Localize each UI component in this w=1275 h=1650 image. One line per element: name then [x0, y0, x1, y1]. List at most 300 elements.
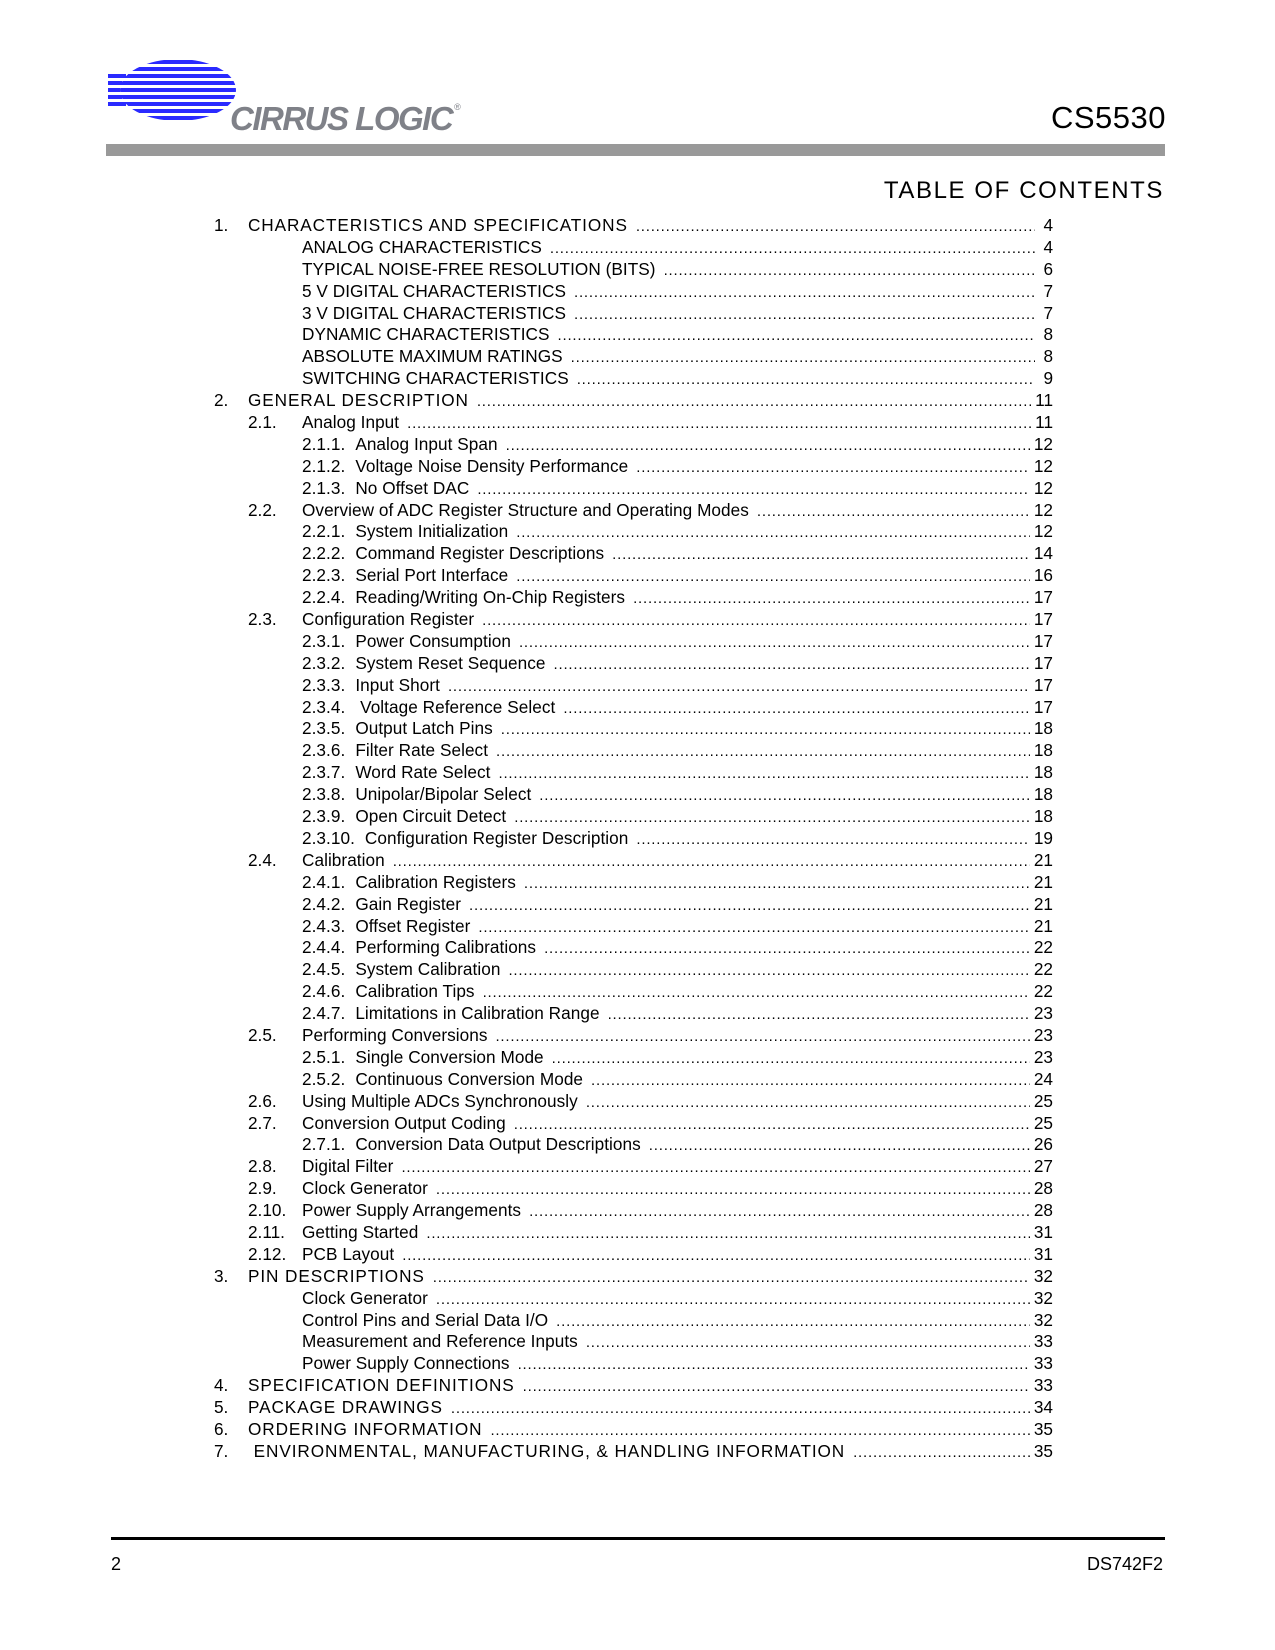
toc-entry-page: 17	[1033, 630, 1053, 651]
toc-entry[interactable]	[0, 1375, 1275, 1397]
dot-leader	[519, 632, 1030, 654]
dot-leader	[451, 1398, 1030, 1420]
part-number: CS5530	[1050, 100, 1166, 135]
toc-entry-title-text: Conversion Data Output Descriptions	[355, 1134, 641, 1155]
toc-entry-number: 2.3.9.	[302, 806, 346, 827]
toc-entry-title	[302, 1025, 487, 1047]
toc-entry-page: 12	[1033, 433, 1053, 454]
toc-entry-title	[302, 697, 555, 719]
toc-entry-page: 32	[1033, 1265, 1053, 1286]
toc-entry-title-text: Analog Input	[302, 412, 400, 433]
toc-entry-title	[302, 631, 511, 653]
toc-entry-title-text: System Calibration	[355, 959, 501, 980]
dot-leader	[496, 741, 1030, 763]
toc-entry-title	[302, 653, 546, 675]
toc-entry-title	[302, 718, 493, 740]
toc-entry-title-text: Filter Rate Select	[355, 740, 489, 761]
toc-entry-page: 4	[1043, 215, 1053, 235]
toc-entry[interactable]	[0, 1331, 1275, 1353]
toc-entry[interactable]	[0, 1134, 1275, 1156]
dot-leader	[664, 260, 1035, 282]
toc-entry-title	[302, 1134, 641, 1156]
toc-entry-title-text: Digital Filter	[302, 1156, 394, 1177]
toc-entry[interactable]	[0, 872, 1275, 894]
toc-entry[interactable]	[0, 259, 1275, 281]
toc-entry-number: 2.4.2.	[302, 893, 346, 914]
toc-entry-page: 21	[1033, 893, 1053, 914]
toc-entry[interactable]	[0, 653, 1275, 675]
toc-entry-page: 11	[1035, 390, 1053, 411]
dot-leader	[554, 654, 1030, 676]
toc-entry-page: 17	[1033, 674, 1053, 695]
toc-entry[interactable]	[0, 1397, 1275, 1419]
toc-entry-title-text: Getting Started	[302, 1221, 419, 1242]
toc-entry-number: 2.8.	[248, 1156, 277, 1177]
toc-entry-page: 6	[1043, 258, 1053, 279]
toc-entry-page: 32	[1033, 1309, 1053, 1330]
toc-entry-title	[302, 959, 500, 981]
toc-entry-title-text: Calibration Tips	[355, 981, 475, 1002]
toc-entry-number: 1.	[214, 215, 229, 235]
toc-entry-number: 2.5.2.	[302, 1068, 346, 1089]
toc-entry[interactable]	[0, 1178, 1275, 1200]
toc-entry-number: 2.1.	[248, 412, 277, 433]
toc-entry-page: 26	[1033, 1134, 1053, 1155]
dot-leader	[477, 391, 1031, 413]
toc-entry-page: 21	[1033, 871, 1053, 892]
toc-entry-number: 2.4.4.	[302, 937, 346, 958]
toc-entry-page: 27	[1033, 1156, 1053, 1177]
toc-entry-number: 2.4.3.	[302, 915, 346, 936]
toc-entry-title-text: ANALOG CHARACTERISTICS	[302, 236, 542, 257]
dot-leader	[608, 1004, 1030, 1026]
toc-entry-title-text: PACKAGE DRAWINGS	[248, 1397, 443, 1418]
dot-leader	[636, 829, 1029, 851]
toc-entry-title	[302, 981, 475, 1003]
toc-entry-title	[302, 303, 566, 325]
toc-entry[interactable]	[0, 850, 1275, 872]
toc-entry-title-text: ORDERING INFORMATION	[248, 1418, 483, 1439]
toc-entry-number: 2.5.1.	[302, 1046, 346, 1067]
toc-entry-title	[302, 543, 604, 565]
toc-entry-page: 33	[1033, 1353, 1053, 1374]
toc-entry[interactable]	[0, 390, 1275, 412]
toc-entry-page: 34	[1033, 1397, 1053, 1418]
toc-entry[interactable]	[0, 281, 1275, 303]
toc-entry-number: 2.7.1.	[302, 1134, 346, 1155]
toc-entry-page: 35	[1033, 1418, 1053, 1439]
table-of-contents	[0, 215, 1275, 1463]
dot-leader	[516, 522, 1030, 544]
toc-entry-number: 2.	[214, 390, 229, 411]
toc-entry-number: 6.	[214, 1418, 229, 1439]
toc-entry-page: 17	[1033, 587, 1053, 608]
toc-entry-title	[302, 1091, 578, 1113]
toc-entry-page: 18	[1033, 740, 1053, 761]
toc-entry-title	[302, 1047, 544, 1069]
toc-entry[interactable]	[0, 675, 1275, 697]
toc-entry-title	[302, 1288, 428, 1310]
toc-entry-title	[302, 916, 470, 938]
toc-entry-page: 23	[1033, 1003, 1053, 1024]
toc-entry-page: 31	[1033, 1243, 1053, 1264]
toc-entry[interactable]	[0, 434, 1275, 456]
toc-entry-page: 7	[1043, 302, 1053, 323]
toc-entry[interactable]	[0, 1025, 1275, 1047]
toc-entry[interactable]	[0, 1266, 1275, 1288]
toc-entry[interactable]	[0, 1003, 1275, 1025]
footer-doc-id: DS742F2	[1086, 1554, 1163, 1574]
toc-entry-page: 23	[1033, 1046, 1053, 1067]
toc-entry-number: 2.2.1.	[302, 521, 346, 542]
toc-entry-title	[302, 1310, 548, 1332]
toc-entry-page: 33	[1033, 1375, 1053, 1396]
toc-entry-title-text: Power Supply Arrangements	[302, 1200, 522, 1221]
toc-entry-title-text: Unipolar/Bipolar Select	[355, 784, 532, 805]
toc-entry-title-text: Serial Port Interface	[355, 565, 509, 586]
toc-entry-title	[302, 937, 536, 959]
toc-entry-number: 2.3.3.	[302, 674, 346, 695]
toc-entry-title-text: System Reset Sequence	[355, 652, 546, 673]
dot-leader	[563, 698, 1030, 720]
dot-leader	[633, 588, 1030, 610]
toc-entry-number: 2.9.	[248, 1178, 277, 1199]
toc-entry-title	[248, 215, 628, 237]
toc-entry-title	[302, 1331, 578, 1353]
toc-entry[interactable]	[0, 1353, 1275, 1375]
toc-entry-title-text: SWITCHING CHARACTERISTICS	[302, 368, 569, 389]
dot-leader	[490, 1420, 1029, 1442]
toc-entry[interactable]	[0, 521, 1275, 543]
toc-entry-page: 18	[1033, 806, 1053, 827]
toc-entry-page: 18	[1033, 762, 1053, 783]
toc-entry-number: 2.4.1.	[302, 871, 346, 892]
toc-entry[interactable]	[0, 762, 1275, 784]
toc-entry-page: 28	[1033, 1200, 1053, 1221]
toc-entry[interactable]	[0, 718, 1275, 740]
dot-leader	[591, 1070, 1030, 1092]
toc-entry-number: 2.4.6.	[302, 981, 346, 1002]
toc-entry-title-text: No Offset DAC	[355, 477, 470, 498]
toc-entry-page: 12	[1033, 499, 1053, 520]
toc-entry[interactable]	[0, 609, 1275, 631]
toc-entry-page: 22	[1033, 959, 1053, 980]
toc-entry-title	[248, 1397, 443, 1419]
dot-leader	[401, 1157, 1029, 1179]
toc-entry-page: 22	[1033, 937, 1053, 958]
dot-leader	[552, 1048, 1030, 1070]
toc-entry[interactable]	[0, 368, 1275, 390]
toc-entry-number: 4.	[214, 1375, 229, 1396]
toc-entry-page: 31	[1033, 1221, 1053, 1242]
toc-entry-title-text: Configuration Register Description	[364, 827, 629, 848]
toc-entry-page: 18	[1033, 718, 1053, 739]
toc-entry-title-text: Analog Input Span	[355, 433, 498, 454]
toc-entry-page: 4	[1043, 236, 1053, 257]
toc-entry-number: 2.1.3.	[302, 477, 346, 498]
toc-entry[interactable]	[0, 346, 1275, 368]
dot-leader	[518, 1354, 1030, 1376]
toc-entry-title-text: Calibration Registers	[355, 871, 516, 892]
toc-entry-title	[302, 324, 550, 346]
dot-leader	[636, 216, 1035, 238]
toc-entry[interactable]	[0, 1441, 1275, 1463]
toc-entry-title-text: Clock Generator	[302, 1178, 428, 1199]
dot-leader	[508, 960, 1029, 982]
toc-entry-number: 2.3.1.	[302, 630, 346, 651]
dot-leader	[524, 873, 1030, 895]
toc-entry[interactable]	[0, 1113, 1275, 1135]
toc-entry-page: 32	[1033, 1287, 1053, 1308]
dot-leader	[529, 1201, 1030, 1223]
toc-entry-number: 2.4.5.	[302, 959, 346, 980]
toc-entry[interactable]	[0, 1310, 1275, 1332]
dot-leader	[574, 304, 1035, 326]
dot-leader	[556, 1311, 1030, 1333]
dot-leader	[577, 369, 1035, 391]
toc-entry-number: 2.1.2.	[302, 455, 346, 476]
toc-entry[interactable]	[0, 894, 1275, 916]
toc-entry-title	[302, 259, 656, 281]
dot-leader	[757, 501, 1030, 523]
toc-entry-title	[302, 894, 461, 916]
toc-entry-number: 2.11.	[248, 1221, 285, 1242]
toc-entry-title-text: 3 V DIGITAL CHARACTERISTICS	[302, 302, 566, 323]
dot-leader	[478, 917, 1030, 939]
toc-entry-title	[302, 1200, 521, 1222]
toc-entry-title-text: GENERAL DESCRIPTION	[248, 390, 469, 411]
toc-entry-number: 2.4.	[248, 849, 277, 870]
toc-entry-page: 11	[1035, 412, 1053, 433]
dot-leader	[506, 435, 1030, 457]
toc-entry-title-text: Voltage Reference Select	[355, 696, 556, 717]
toc-entry-title	[302, 565, 508, 587]
toc-entry-number: 2.2.4.	[302, 587, 346, 608]
toc-entry-page: 25	[1033, 1090, 1053, 1111]
toc-entry[interactable]	[0, 324, 1275, 346]
toc-entry-number: 2.2.	[248, 499, 277, 520]
toc-entry[interactable]	[0, 806, 1275, 828]
toc-entry[interactable]	[0, 500, 1275, 522]
toc-entry[interactable]	[0, 215, 1275, 237]
toc-entry-number: 5.	[214, 1397, 229, 1418]
toc-entry[interactable]	[0, 456, 1275, 478]
toc-entry[interactable]	[0, 237, 1275, 259]
toc-entry[interactable]	[0, 412, 1275, 434]
toc-entry-page: 16	[1033, 565, 1053, 586]
toc-entry-number: 2.3.6.	[302, 740, 346, 761]
header-divider	[106, 144, 1165, 156]
toc-entry-number: 7.	[214, 1440, 229, 1461]
toc-entry-title-text: Using Multiple ADCs Synchronously	[302, 1090, 578, 1111]
toc-entry-title	[302, 1178, 428, 1200]
toc-entry[interactable]	[0, 1419, 1275, 1441]
toc-entry-title-text: Calibration	[302, 849, 385, 870]
toc-entry[interactable]	[0, 1244, 1275, 1266]
toc-entry[interactable]	[0, 916, 1275, 938]
dot-leader	[539, 785, 1030, 807]
dot-leader	[586, 1332, 1030, 1354]
dot-leader	[523, 1376, 1030, 1398]
toc-entry-page: 17	[1033, 652, 1053, 673]
toc-entry-page: 24	[1033, 1068, 1053, 1089]
dot-leader	[426, 1223, 1030, 1245]
toc-entry-title-text: Measurement and Reference Inputs	[302, 1331, 578, 1352]
toc-entry[interactable]	[0, 1288, 1275, 1310]
toc-entry[interactable]	[0, 303, 1275, 325]
toc-entry-title	[302, 740, 488, 762]
toc-entry-title	[302, 478, 469, 500]
toc-entry[interactable]	[0, 1069, 1275, 1091]
toc-entry-title	[302, 587, 625, 609]
dot-leader	[499, 763, 1030, 785]
toc-entry-title-text: Limitations in Calibration Range	[355, 1003, 600, 1024]
toc-entry-number: 2.10.	[248, 1200, 287, 1221]
toc-entry[interactable]	[0, 828, 1275, 850]
toc-entry-number: 2.12.	[248, 1243, 287, 1264]
toc-entry-title	[302, 281, 566, 303]
dot-leader	[514, 807, 1030, 829]
toc-entry-page: 25	[1033, 1112, 1053, 1133]
dot-leader	[495, 1026, 1029, 1048]
toc-entry-title	[248, 1375, 515, 1397]
cirrus-logic-logo	[108, 58, 460, 137]
toc-entry-title-text: Command Register Descriptions	[355, 543, 605, 564]
toc-entry[interactable]	[0, 981, 1275, 1003]
toc-entry[interactable]	[0, 1156, 1275, 1178]
toc-entry-title	[302, 1003, 600, 1025]
toc-entry[interactable]	[0, 543, 1275, 565]
toc-entry-page: 21	[1033, 849, 1053, 870]
toc-entry[interactable]	[0, 937, 1275, 959]
toc-entry-title	[302, 1069, 583, 1091]
toc-entry-page: 12	[1033, 455, 1053, 476]
dot-leader	[636, 457, 1030, 479]
toc-entry-title	[302, 456, 628, 478]
toc-entry-number: 2.1.1.	[302, 433, 346, 454]
toc-entry[interactable]	[0, 1047, 1275, 1069]
toc-entry-title-text: Conversion Output Coding	[302, 1112, 506, 1133]
toc-entry-title	[302, 368, 569, 390]
toc-entry-title	[302, 346, 563, 368]
toc-entry-page: 19	[1033, 827, 1053, 848]
footer-page-number: 2	[111, 1554, 122, 1574]
toc-entry-number: 2.3.8.	[302, 784, 346, 805]
toc-entry-page: 14	[1033, 543, 1053, 564]
toc-entry-page: 17	[1033, 609, 1053, 630]
toc-entry-title-text: SPECIFICATION DEFINITIONS	[248, 1375, 515, 1396]
toc-entry-number: 2.7.	[248, 1112, 277, 1133]
toc-entry-title-text: Control Pins and Serial Data I/O	[302, 1309, 549, 1330]
toc-entry-number: 2.4.7.	[302, 1003, 346, 1024]
toc-entry-title	[302, 521, 508, 543]
toc-entry-page: 17	[1033, 696, 1053, 717]
dot-leader	[469, 895, 1030, 917]
toc-entry-title	[302, 850, 385, 872]
toc-entry-title-text: TYPICAL NOISE-FREE RESOLUTION (BITS)	[302, 258, 656, 279]
dot-leader	[574, 282, 1035, 304]
toc-entry-title-text: Power Supply Connections	[302, 1353, 510, 1374]
toc-entry-title	[302, 1222, 418, 1244]
page-title: TABLE OF CONTENTS	[883, 177, 1164, 204]
toc-entry-title-text: ABSOLUTE MAXIMUM RATINGS	[302, 346, 563, 367]
toc-entry-title-text: Configuration Register	[302, 609, 475, 630]
toc-entry-title-text: Offset Register	[355, 915, 471, 936]
toc-entry-title-text: Gain Register	[355, 893, 462, 914]
toc-entry-page: 23	[1033, 1024, 1053, 1045]
toc-entry-page: 33	[1033, 1331, 1053, 1352]
toc-entry-title	[248, 1441, 845, 1463]
dot-leader	[402, 1245, 1030, 1267]
toc-entry[interactable]	[0, 697, 1275, 719]
toc-entry-title	[302, 412, 399, 434]
dot-leader	[501, 719, 1030, 741]
toc-entry[interactable]	[0, 478, 1275, 500]
toc-entry-title-text: ENVIRONMENTAL, MANUFACTURING, & HANDLING INFORMATION	[248, 1440, 846, 1461]
toc-entry-number: 2.3.4.	[302, 696, 346, 717]
toc-entry[interactable]	[0, 1222, 1275, 1244]
toc-entry-title	[248, 1419, 482, 1441]
toc-entry[interactable]	[0, 565, 1275, 587]
toc-entry-title-text: Input Short	[355, 674, 440, 695]
toc-entry-page: 35	[1033, 1440, 1053, 1461]
toc-entry-title-text: Output Latch Pins	[355, 718, 493, 739]
dot-leader	[586, 1092, 1030, 1114]
toc-entry-number: 2.3.10.	[302, 827, 355, 848]
toc-entry-title	[302, 828, 628, 850]
dot-leader	[558, 325, 1035, 347]
toc-entry-page: 22	[1033, 981, 1053, 1002]
toc-entry-page: 9	[1043, 368, 1053, 389]
toc-entry-title	[302, 806, 506, 828]
toc-entry-title-text: Word Rate Select	[355, 762, 491, 783]
dot-leader	[514, 1114, 1030, 1136]
toc-entry-title-text: System Initialization	[355, 521, 509, 542]
toc-entry-title-text: PIN DESCRIPTIONS	[248, 1265, 425, 1286]
toc-entry-page: 12	[1033, 477, 1053, 498]
toc-entry-title-text: Clock Generator	[302, 1287, 428, 1308]
toc-entry-title	[302, 1353, 510, 1375]
dot-leader	[433, 1267, 1030, 1289]
toc-entry-number: 2.2.2.	[302, 543, 346, 564]
toc-entry-page: 28	[1033, 1178, 1053, 1199]
toc-entry-title-text: Power Consumption	[355, 630, 511, 651]
dot-leader	[436, 1289, 1030, 1311]
toc-entry-page: 12	[1033, 521, 1053, 542]
toc-entry-title-text: Voltage Noise Density Performance	[355, 455, 629, 476]
toc-entry-title-text: 5 V DIGITAL CHARACTERISTICS	[302, 280, 566, 301]
toc-entry-title	[302, 872, 516, 894]
toc-entry[interactable]	[0, 959, 1275, 981]
toc-entry[interactable]	[0, 784, 1275, 806]
toc-entry-title-text: Performing Conversions	[302, 1024, 488, 1045]
toc-entry[interactable]	[0, 587, 1275, 609]
toc-entry[interactable]	[0, 740, 1275, 762]
toc-entry[interactable]	[0, 1091, 1275, 1113]
toc-entry-page: 7	[1043, 280, 1053, 301]
toc-entry-page: 8	[1043, 346, 1053, 367]
dot-leader	[571, 347, 1035, 369]
toc-entry-title	[302, 784, 531, 806]
toc-entry[interactable]	[0, 1200, 1275, 1222]
dot-leader	[482, 610, 1030, 632]
toc-entry-title	[248, 390, 469, 412]
toc-entry-title-text: Reading/Writing On-Chip Registers	[355, 587, 626, 608]
toc-entry[interactable]	[0, 631, 1275, 653]
toc-entry-title	[302, 675, 440, 697]
toc-entry-title	[248, 1266, 425, 1288]
toc-entry-title-text: CHARACTERISTICS AND SPECIFICATIONS	[248, 215, 628, 235]
